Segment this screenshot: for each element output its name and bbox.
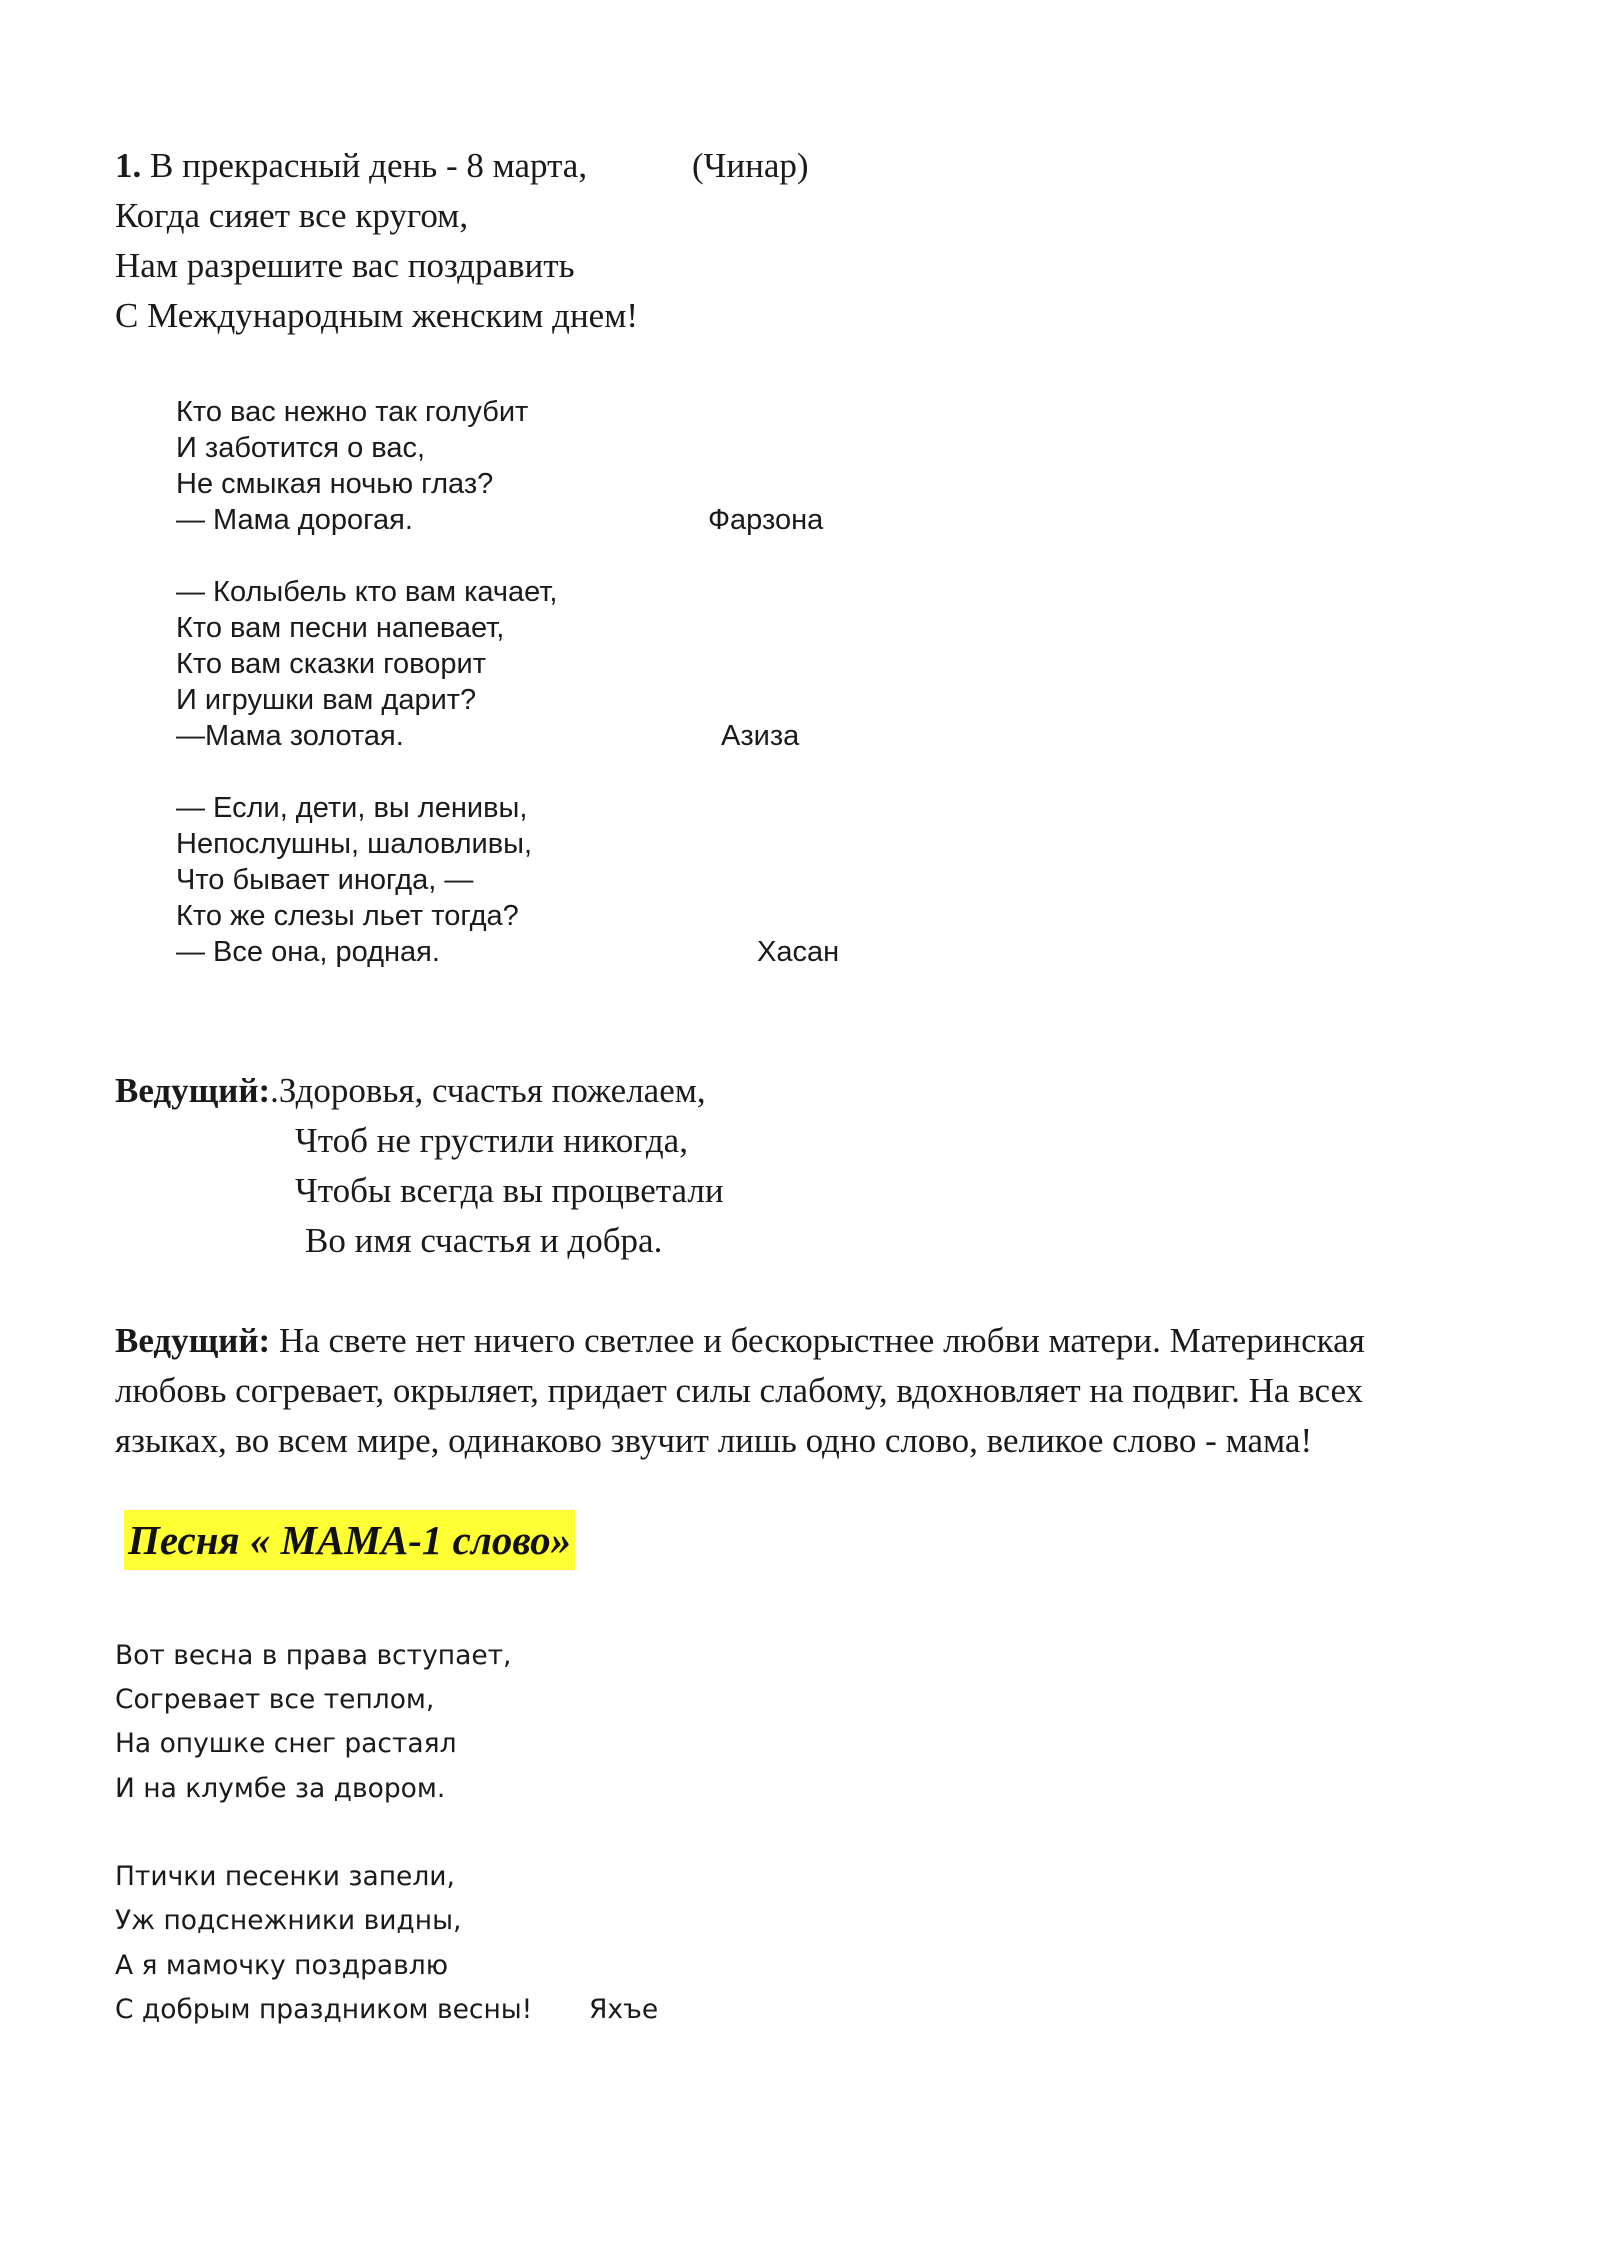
- spring-line-4: И на клумбе за двором.: [115, 1773, 446, 1804]
- spring-line-2: Согревает все теплом,: [115, 1684, 435, 1715]
- intro-line-1: [115, 146, 587, 186]
- spring-line-1: Вот весна в права вступает,: [115, 1640, 512, 1671]
- host1-line-3: Чтобы всегда вы процветали: [295, 1171, 724, 1210]
- host1-line-4: Во имя счастья и добра.: [305, 1221, 663, 1260]
- stanza1-speaker: Фарзона: [708, 504, 824, 536]
- intro-line-4: С Международным женским днем!: [115, 296, 639, 335]
- stanza2-speaker: Азиза: [721, 720, 800, 752]
- stanza3-line-5: — Все она, родная.: [176, 936, 440, 968]
- host1-line-2: Чтоб не грустили никогда,: [295, 1121, 688, 1160]
- stanza2-line-1: — Колыбель кто вам качает,: [176, 576, 558, 608]
- stanza1-line-4: — Мама дорогая.: [176, 504, 413, 536]
- intro-line-2: Когда сияет все кругом,: [115, 196, 469, 235]
- host2-line-2: любовь согревает, окрыляет, придает силы слабому, вдохновляет на подвиг. На всех: [115, 1371, 1364, 1410]
- stanza1-line-2: И заботится о вас,: [176, 432, 426, 464]
- stanza2-line-4: И игрушки вам дарит?: [176, 684, 477, 716]
- song-title: Песня « МАМА-1 слово»: [124, 1510, 575, 1570]
- host2-line-3: языках, во всем мире, одинаково звучит лишь одно слово, великое слово - мама!: [115, 1421, 1313, 1460]
- spring-line-3: На опушке снег растаял: [115, 1728, 457, 1759]
- intro-speaker: (Чинар): [692, 146, 809, 185]
- stanza2-line-5: —Мама золотая.: [176, 720, 404, 752]
- host1-line-1-text: .Здоровья, счастья пожелаем,: [270, 1071, 706, 1110]
- stanza3-line-3: Что бывает иногда, —: [176, 864, 474, 896]
- intro-line-1-text: В прекрасный день - 8 марта,: [150, 146, 588, 185]
- spring-line-5: Птички песенки запели,: [115, 1861, 455, 1892]
- stanza1-line-3: Не смыкая ночью глаз?: [176, 468, 494, 500]
- spring-speaker: Яхъе: [589, 1994, 659, 2025]
- stanza3-line-2: Непослушны, шаловливы,: [176, 828, 533, 860]
- spring-line-6: Уж подснежники видны,: [115, 1905, 462, 1936]
- host2-line-1: [115, 1321, 1365, 1361]
- host2-line-1-text: На свете нет ничего светлее и бескорыстнее любви матери. Материнская: [270, 1321, 1365, 1360]
- spring-line-8: С добрым праздником весны!: [115, 1994, 533, 2025]
- host2-label: Ведущий:: [115, 1321, 271, 1360]
- stanza2-line-3: Кто вам сказки говорит: [176, 648, 486, 680]
- intro-line-3: Нам разрешите вас поздравить: [115, 246, 575, 285]
- spring-line-7: А я мамочку поздравлю: [115, 1950, 448, 1981]
- stanza3-line-4: Кто же слезы льет тогда?: [176, 900, 519, 932]
- host1-line-1: [115, 1071, 706, 1111]
- stanza2-line-2: Кто вам песни напевает,: [176, 612, 505, 644]
- stanza1-line-1: Кто вас нежно так голубит: [176, 396, 529, 428]
- stanza3-line-1: — Если, дети, вы ленивы,: [176, 792, 528, 824]
- item-number: 1.: [115, 146, 142, 185]
- stanza3-speaker: Хасан: [757, 936, 840, 968]
- host1-label: Ведущий:: [115, 1071, 271, 1110]
